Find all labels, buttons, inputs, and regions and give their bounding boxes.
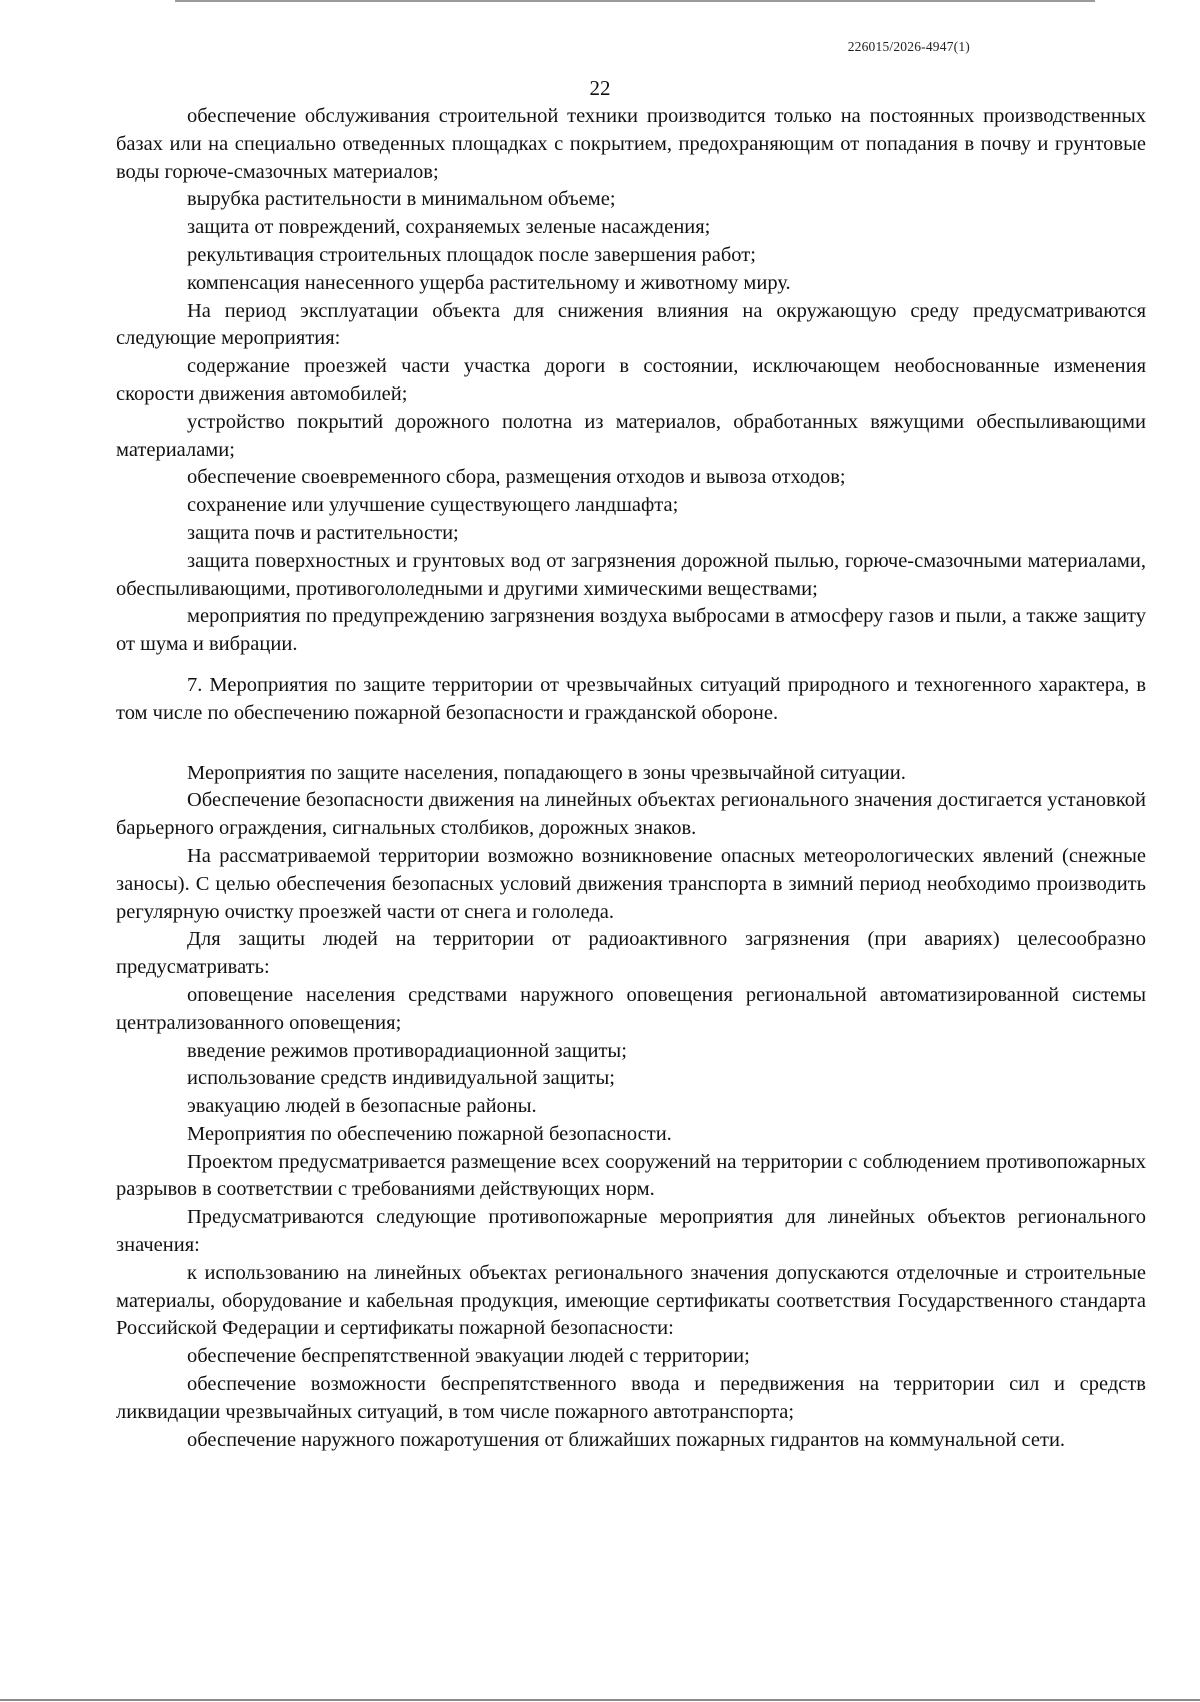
paragraph: рекультивация строительных площадок после завершения работ; — [187, 243, 756, 266]
paragraph: защита поверхностных и грунтовых вод от загрязнения дорожной пылью, горюче-смазочными материалами, обеспыливающими, противогололедными и другими химическими веществами; — [116, 549, 1146, 600]
scan-edge-top — [175, 0, 1095, 2]
paragraph: Обеспечение безопасности движения на линейных объектах регионального значения достигается установкой барьерного ограждения, сигнальных столбиков, дорожных знаков. — [116, 789, 1146, 840]
paragraph: обеспечение своевременного сбора, размещения отходов и вывоза отходов; — [187, 466, 846, 489]
paragraph: На рассматриваемой территории возможно возникновение опасных метеорологических явлений (снежные заносы). С целью обеспечения безопасных условий движения транспорта в зимний период необходимо производить регулярную очистку проезжей части от снега и гололеда. — [116, 844, 1146, 923]
paragraph: введение режимов противорадиационной защиты; — [187, 1039, 627, 1062]
paragraph: содержание проезжей части участка дороги в состоянии, исключающем необоснованные изменения скорости движения автомобилей; — [116, 355, 1146, 405]
paragraph: вырубка растительности в минимальном объеме; — [187, 188, 616, 211]
paragraph: мероприятия по предупреждению загрязнения воздуха выбросами в атмосферу газов и пыли, а также защиту от шума и вибрации. — [116, 605, 1146, 656]
paragraph: использование средств индивидуальной защиты; — [187, 1067, 615, 1090]
document-number: 226015/2026-4947(1) — [847, 39, 970, 54]
paragraph: устройство покрытий дорожного полотна из материалов, обработанных вяжущими обеспыливающими материалами; — [116, 410, 1146, 461]
paragraph: Предусматриваются следующие противопожарные мероприятия для линейных объектов регионального значения: — [116, 1206, 1146, 1257]
paragraph: На период эксплуатации объекта для снижения влияния на окружающую среду предусматриваются следующие мероприятия: — [116, 299, 1146, 350]
paragraph: защита от повреждений, сохраняемых зеленые насаждения; — [187, 216, 711, 239]
scan-edge-bottom — [0, 1699, 1200, 1701]
document-body — [116, 103, 1146, 1454]
paragraph: к использованию на линейных объектах регионального значения допускаются отделочные и строительные материалы, оборудование и кабельная продукция, имеющие сертификаты соответствия Государственного стандарта Российской Федерации и сертификаты пожарной безопасности: — [116, 1261, 1146, 1340]
paragraph: обеспечение обслуживания строительной техники производится только на постоянных производственных базах или на специально отведенных площадках с покрытием, предохраняющим от попадания в почву и грунтовые воды горюче-смазочных материалов; — [116, 105, 1146, 183]
paragraph: компенсация нанесенного ущерба растительному и животному миру. — [187, 271, 791, 294]
page-number: 22 — [589, 76, 611, 100]
paragraph: обеспечение возможности беспрепятственного ввода и передвижения на территории сил и средств ликвидации чрезвычайных ситуаций, в том числе пожарного автотранспорта; — [116, 1373, 1146, 1423]
section-heading: 7. Мероприятия по защите территории от чрезвычайных ситуаций природного и техногенного характера, в том числе по обеспечению пожарной безопасности и гражданской обороне. — [116, 673, 1146, 724]
paragraph: обеспечение беспрепятственной эвакуации людей с территории; — [187, 1345, 750, 1368]
paragraph: Проектом предусматривается размещение всех сооружений на территории с соблюдением противопожарных разрывов в соответствии с требованиями действующих норм. — [116, 1150, 1146, 1201]
paragraph: Мероприятия по обеспечению пожарной безопасности. — [187, 1122, 672, 1145]
paragraph: Для защиты людей на территории от радиоактивного загрязнения (при авариях) целесообразно предусматривать: — [116, 928, 1146, 979]
paragraph: защита почв и растительности; — [187, 521, 459, 544]
paragraph: обеспечение наружного пожаротушения от ближайших пожарных гидрантов на коммунальной сети. — [187, 1428, 1066, 1451]
paragraph: оповещение населения средствами наружного оповещения региональной автоматизированной системы централизованного оповещения; — [116, 983, 1146, 1034]
paragraph: сохранение или улучшение существующего ландшафта; — [187, 494, 679, 517]
paragraph: эвакуацию людей в безопасные районы. — [187, 1095, 537, 1118]
paragraph: Мероприятия по защите населения, попадающего в зоны чрезвычайной ситуации. — [187, 761, 906, 784]
